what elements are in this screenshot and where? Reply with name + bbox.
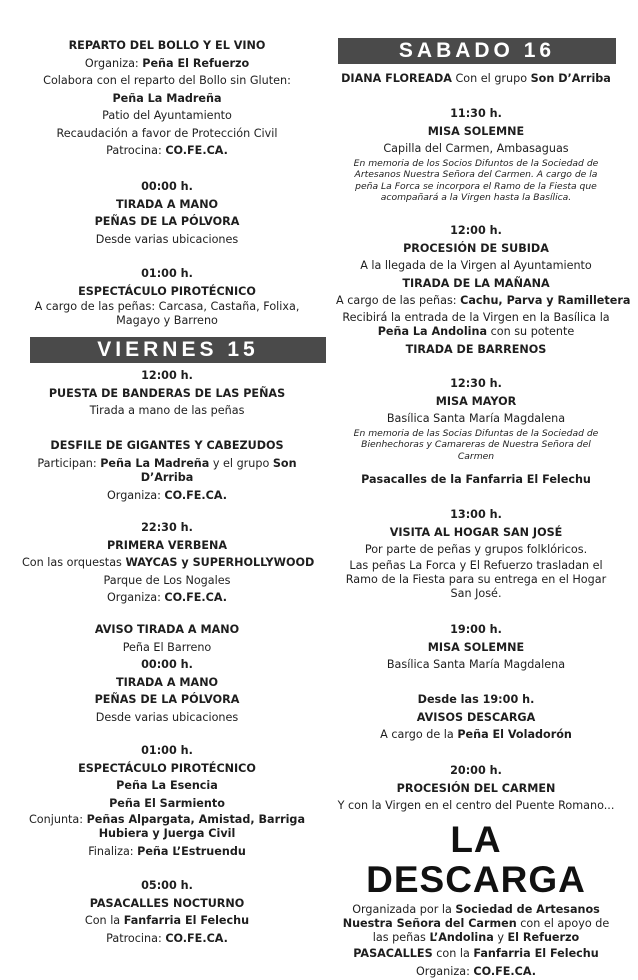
desfile-title: DESFILE DE GIGANTES Y CABEZUDOS [22, 437, 312, 455]
tirada1-title: TIRADA A MANO [22, 196, 312, 214]
verbena-orquestas: Con las orquestas WAYCAS y SUPERHOLLYWOOD [22, 554, 312, 572]
diana-line: DIANA FLOREADA Con el grupo Son D’Arriba [336, 70, 616, 88]
reparto-patio: Patio del Ayuntamiento [22, 107, 312, 125]
verbena-title: PRIMERA VERBENA [22, 537, 312, 555]
hogar-l1: Por parte de peñas y grupos folklóricos. [336, 541, 616, 559]
procesion-tirada: TIRADA DE LA MAÑANA [336, 275, 616, 293]
hogar-l2: Las peñas La Forca y El Refuerzo trasladan el Ramo de la Fiesta para su entrega en el Hogar San José. [336, 559, 616, 601]
avisos-time: Desde las 19:00 h. [336, 691, 616, 709]
misa2-block [336, 621, 616, 674]
procesion-recibira: Recibirá la entrada de la Virgen en la Basílica la Peña La Andolina con su potente [336, 311, 616, 339]
pasacalles-felechu-block [336, 471, 616, 489]
aviso-desc: Desde varias ubicaciones [22, 709, 312, 727]
espectaculo2-title: ESPECTÁCULO PIROTÉCNICO [22, 760, 312, 778]
descarga-title: LA DESCARGA [336, 820, 616, 900]
aviso-title: AVISO TIRADA A MANO [22, 621, 312, 639]
descarga-organiza: Organiza: CO.FE.CA. [336, 963, 616, 980]
misa-mayor-title: MISA MAYOR [336, 393, 616, 411]
pasacalles-felechu: Pasacalles de la Fanfarria El Felechu [336, 471, 616, 489]
tirada1-time: 00:00 h. [22, 178, 312, 196]
misa1-time: 11:30 h. [336, 105, 616, 123]
avisos-title: AVISOS DESCARGA [336, 709, 616, 727]
pasacalles-title: PASACALLES NOCTURNO [22, 895, 312, 913]
aviso-block [22, 621, 312, 726]
misa1-note: En memoria de los Socios Difuntos de la Sociedad de Artesanos Nuestra Señora del Carmen. A cargo de la peña La Forca se incorpora el Ramo de la Fiesta que acompañará a la Virgen hasta la Basílica. [336, 158, 616, 204]
reparto-title: REPARTO DEL BOLLO Y EL VINO [22, 37, 312, 55]
pasacalles-nocturno-block [22, 877, 312, 947]
procesion-time: 12:00 h. [336, 222, 616, 240]
espectaculo2-block [22, 742, 312, 861]
misa1-title: MISA SOLEMNE [336, 123, 616, 141]
pasacalles-patrocina: Patrocina: CO.FE.CA. [22, 930, 312, 948]
espectaculo1-title: ESPECTÁCULO PIROTÉCNICO [22, 283, 312, 301]
reparto-colabora: Colabora con el reparto del Bollo sin Gluten: [22, 72, 312, 90]
espectaculo1-block [22, 265, 312, 328]
misa-mayor-note: En memoria de las Socias Difuntas de la Sociedad de Bienhechoras y Camareras de Nuestra Señora del Carmen [336, 428, 616, 463]
aviso-time: 00:00 h. [22, 656, 312, 674]
misa-mayor-block [336, 375, 616, 462]
misa-mayor-place: Basílica Santa María Magdalena [336, 410, 616, 428]
descarga-block [336, 820, 616, 980]
banderas-time: 12:00 h. [22, 367, 312, 385]
misa2-title: MISA SOLEMNE [336, 639, 616, 657]
avisos-block [336, 691, 616, 744]
espectaculo1-time: 01:00 h. [22, 265, 312, 283]
procesion-barrenos: TIRADA DE BARRENOS [336, 341, 616, 359]
pasacalles-time: 05:00 h. [22, 877, 312, 895]
banderas-title: PUESTA DE BANDERAS DE LAS PEÑAS [22, 385, 312, 403]
procesion-l1: A la llegada de la Virgen al Ayuntamiento [336, 257, 616, 275]
espectaculo2-time: 01:00 h. [22, 742, 312, 760]
misa1-block [336, 105, 616, 204]
aviso-t1: TIRADA A MANO [22, 674, 312, 692]
tirada1-block [22, 178, 312, 248]
misa-mayor-time: 12:30 h. [336, 375, 616, 393]
espectaculo2-conjunta: Conjunta: Peñas Alpargata, Amistad, Barriga Hubiera y Juerga Civil [22, 813, 312, 841]
procesion-carmen-block [336, 762, 616, 815]
pasacalles-fanfarria: Con la Fanfarria El Felechu [22, 912, 312, 930]
diana-block [336, 70, 616, 88]
misa1-place: Capilla del Carmen, Ambasaguas [336, 140, 616, 158]
desfile-organiza: Organiza: CO.FE.CA. [22, 487, 312, 505]
descarga-organizada: Organizada por la Sociedad de Artesanos Nuestra Señora del Carmen con el apoyo de las peñas L’Andolina y El Refuerzo [336, 903, 616, 945]
desfile-block [22, 437, 312, 504]
misa2-place: Basílica Santa María Magdalena [336, 656, 616, 674]
reparto-patrocina: Patrocina: CO.FE.CA. [22, 142, 312, 160]
verbena-place: Parque de Los Nogales [22, 572, 312, 590]
espectaculo2-p2: Peña El Sarmiento [22, 795, 312, 813]
procesion-carmen-title: PROCESIÓN DEL CARMEN [336, 780, 616, 798]
tirada1-sub: PEÑAS DE LA PÓLVORA [22, 213, 312, 231]
espectaculo2-p1: Peña La Esencia [22, 777, 312, 795]
procesion-carmen-time: 20:00 h. [336, 762, 616, 780]
aviso-pena: Peña El Barreno [22, 639, 312, 657]
hogar-title: VISITA AL HOGAR SAN JOSÉ [336, 524, 616, 542]
procesion-block [336, 222, 616, 358]
avisos-cargo: A cargo de la Peña El Voladorón [336, 726, 616, 744]
tirada1-desc: Desde varias ubicaciones [22, 231, 312, 249]
verbena-block [22, 519, 312, 607]
reparto-organiza: Organiza: Peña El Refuerzo [22, 55, 312, 73]
espectaculo1-desc: A cargo de las peñas: Carcasa, Castaña, Folixa, Magayo y Barreno [22, 300, 312, 328]
reparto-block [22, 37, 312, 160]
aviso-t2: PEÑAS DE LA PÓLVORA [22, 691, 312, 709]
verbena-time: 22:30 h. [22, 519, 312, 537]
espectaculo2-finaliza: Finaliza: Peña L’Estruendu [22, 843, 312, 861]
misa2-time: 19:00 h. [336, 621, 616, 639]
viernes-banner: VIERNES 15 [30, 337, 326, 363]
verbena-organiza: Organiza: CO.FE.CA. [22, 589, 312, 607]
desfile-participan: Participan: Peña La Madreña y el grupo Son D’Arriba [22, 457, 312, 485]
procesion-cargo: A cargo de las peñas: Cachu, Parva y Ramilletera [336, 292, 616, 310]
hogar-block [336, 506, 616, 601]
reparto-pena: Peña La Madreña [22, 90, 312, 108]
banderas-desc: Tirada a mano de las peñas [22, 402, 312, 420]
hogar-time: 13:00 h. [336, 506, 616, 524]
procesion-title: PROCESIÓN DE SUBIDA [336, 240, 616, 258]
procesion-carmen-desc: Y con la Virgen en el centro del Puente Romano... [336, 797, 616, 815]
reparto-recaudacion: Recaudación a favor de Protección Civil [22, 125, 312, 143]
descarga-pasacalles: PASACALLES con la Fanfarria El Felechu [336, 945, 616, 963]
banderas-block [22, 367, 312, 420]
sabado-banner: SABADO 16 [338, 38, 616, 64]
